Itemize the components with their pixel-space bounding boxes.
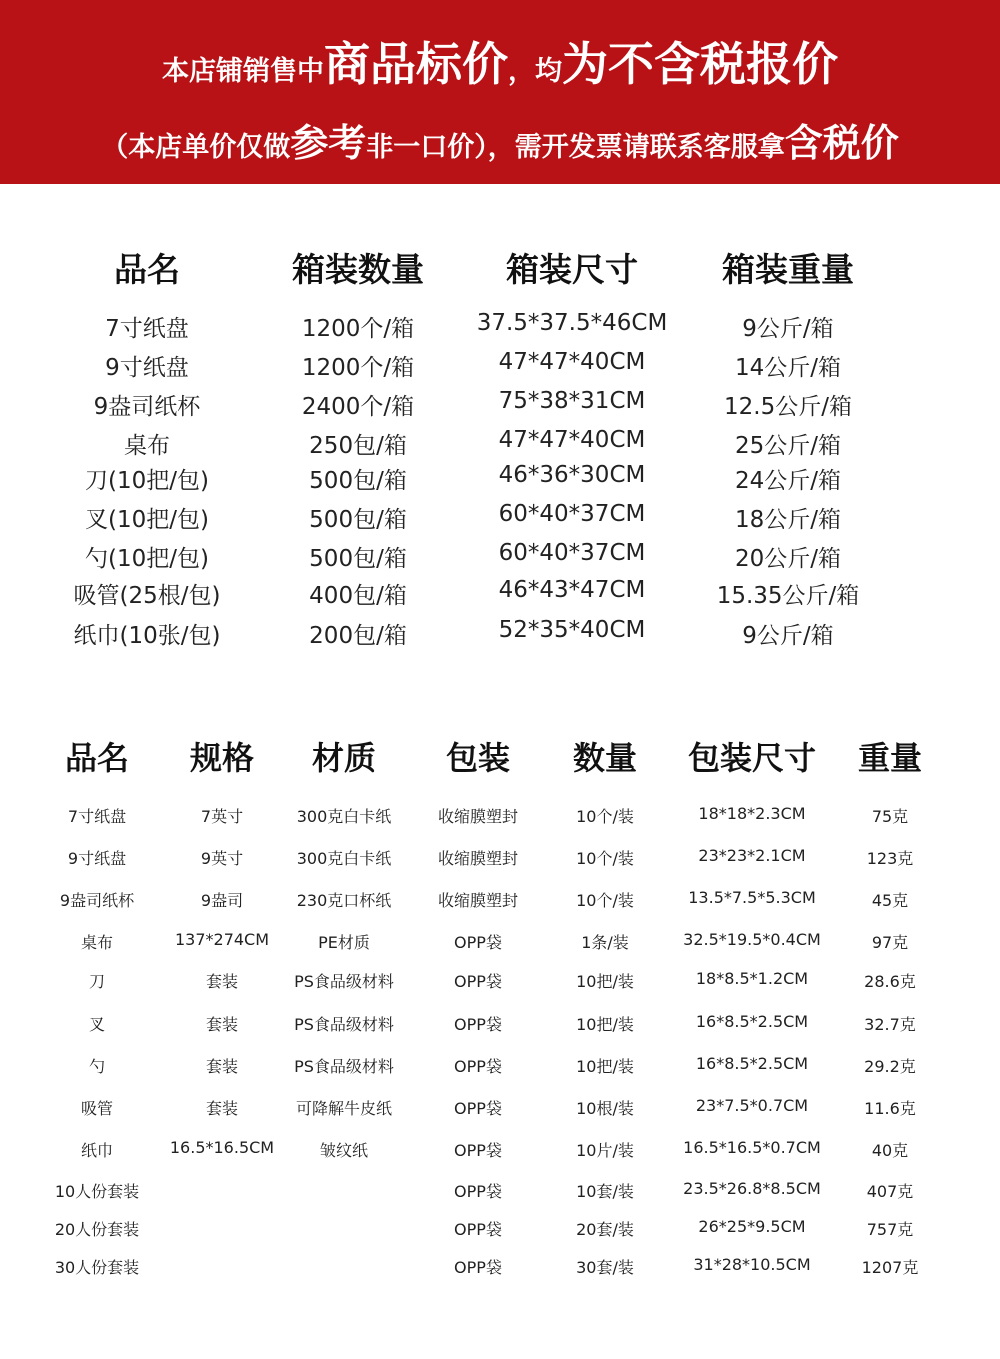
header-carton-size: 箱装尺寸	[506, 250, 638, 289]
cell-product-name: 9寸纸盘	[67, 849, 127, 868]
cell-package-size: 16*8.5*2.5CM	[695, 1012, 809, 1031]
cell-package-size: 31*28*10.5CM	[693, 1255, 811, 1274]
cell-spec: 9英寸	[200, 849, 244, 868]
header-weight: 重量	[857, 739, 922, 777]
cell-carton-size: 47*47*40CM	[498, 349, 646, 375]
cell-carton-weight: 20公斤/箱	[734, 546, 841, 572]
cell-package: OPP袋	[454, 1220, 502, 1239]
cell-package-size: 13.5*7.5*5.3CM	[688, 888, 816, 907]
cell-spec: 9盎司	[200, 891, 244, 910]
banner-line1-part4: 为不含税报价	[562, 37, 838, 91]
cell-quantity: 10套/装	[576, 1182, 634, 1201]
banner-line2-part2: 参考	[290, 121, 367, 165]
cell-spec: 137*274CM	[174, 930, 270, 949]
cell-product-name: 叉	[88, 1015, 105, 1034]
cell-spec: 16.5*16.5CM	[169, 1138, 275, 1157]
price-notice-banner	[0, 0, 1000, 184]
cell-carton-weight: 25公斤/箱	[734, 433, 841, 459]
cell-material: 皱纹纸	[319, 1141, 368, 1160]
cell-product-name: 9寸纸盘	[105, 355, 189, 381]
cell-material: PS食品级材料	[294, 1057, 394, 1076]
banner-line2-part1: （本店单价仅做	[101, 132, 291, 163]
cell-quantity: 10个/装	[576, 807, 634, 826]
cell-weight: 123克	[866, 849, 914, 868]
header-carton-quantity: 箱装数量	[292, 250, 424, 289]
cell-product-name: 纸巾	[80, 1141, 113, 1160]
banner-line-1	[0, 28, 1000, 94]
cell-product-name: 20人份套装	[54, 1220, 140, 1239]
banner-line1-part2: 商品标价	[324, 37, 508, 91]
header-carton-weight: 箱装重量	[722, 250, 854, 289]
cell-quantity: 10把/装	[576, 972, 634, 991]
cell-material: 300克白卡纸	[296, 849, 392, 868]
cell-quantity: 10片/装	[576, 1141, 634, 1160]
cell-carton-weight: 18公斤/箱	[734, 507, 841, 533]
cell-product-name: 吸管	[80, 1099, 113, 1118]
cell-carton-size: 52*35*40CM	[498, 617, 646, 643]
cell-carton-size: 75*38*31CM	[498, 388, 646, 414]
cell-carton-size: 60*40*37CM	[498, 540, 646, 566]
cell-carton-weight: 14公斤/箱	[734, 355, 841, 381]
cell-quantity: 10把/装	[576, 1015, 634, 1034]
cell-quantity: 10个/装	[576, 849, 634, 868]
cell-package: 收缩膜塑封	[437, 849, 518, 868]
cell-package: OPP袋	[454, 1057, 502, 1076]
cell-carton-quantity: 500包/箱	[309, 468, 407, 494]
cell-quantity: 30套/装	[576, 1258, 634, 1277]
cell-weight: 28.6克	[864, 972, 916, 991]
banner-line2-part4: 含税价	[784, 121, 899, 165]
cell-product-name: 纸巾(10张/包)	[73, 623, 221, 649]
cell-carton-quantity: 1200个/箱	[301, 316, 415, 342]
cell-quantity: 10个/装	[576, 891, 634, 910]
cell-package-size: 23*23*2.1CM	[698, 846, 806, 865]
cell-package: 收缩膜塑封	[437, 891, 518, 910]
cell-spec: 套装	[205, 1015, 238, 1034]
header-package: 包装	[445, 739, 510, 777]
cell-product-name: 7寸纸盘	[67, 807, 127, 826]
cell-weight: 97克	[871, 933, 909, 952]
cell-carton-size: 60*40*37CM	[498, 501, 646, 527]
cell-carton-weight: 12.5公斤/箱	[724, 394, 852, 420]
cell-weight: 1207克	[861, 1258, 919, 1277]
cell-weight: 11.6克	[864, 1099, 916, 1118]
cell-package-size: 23.5*26.8*8.5CM	[683, 1179, 821, 1198]
cell-carton-weight: 9公斤/箱	[742, 623, 834, 649]
cell-package: OPP袋	[454, 1182, 502, 1201]
cell-material: 230克口杯纸	[296, 891, 392, 910]
cell-quantity: 10根/装	[576, 1099, 634, 1118]
cell-product-name: 勺	[88, 1057, 105, 1076]
cell-spec: 套装	[205, 1057, 238, 1076]
cell-material: PE材质	[318, 933, 370, 952]
cell-weight: 40克	[871, 1141, 909, 1160]
cell-package: OPP袋	[454, 933, 502, 952]
cell-weight: 29.2克	[864, 1057, 916, 1076]
cell-product-name: 吸管(25根/包)	[73, 583, 221, 609]
cell-weight: 45克	[871, 891, 909, 910]
cell-product-name: 刀(10把/包)	[85, 468, 209, 494]
cell-material: PS食品级材料	[294, 972, 394, 991]
cell-package: OPP袋	[454, 1258, 502, 1277]
cell-package-size: 32.5*19.5*0.4CM	[683, 930, 821, 949]
cell-carton-size: 46*43*47CM	[498, 577, 646, 603]
cell-product-name: 30人份套装	[54, 1258, 140, 1277]
cell-carton-quantity: 1200个/箱	[301, 355, 415, 381]
banner-line2-part3: 非一口价），需开发票请联系客服拿	[366, 132, 785, 163]
cell-weight: 32.7克	[864, 1015, 916, 1034]
cell-package-size: 18*8.5*1.2CM	[695, 969, 809, 988]
cell-carton-size: 37.5*37.5*46CM	[476, 310, 668, 336]
cell-product-name: 10人份套装	[54, 1182, 140, 1201]
cell-quantity: 10把/装	[576, 1057, 634, 1076]
cell-carton-quantity: 500包/箱	[309, 546, 407, 572]
header-spec: 规格	[189, 739, 254, 777]
cell-carton-weight: 15.35公斤/箱	[716, 583, 860, 609]
cell-material: 可降解牛皮纸	[295, 1099, 392, 1118]
header-product-name: 品名	[114, 250, 180, 289]
cell-carton-size: 46*36*30CM	[498, 462, 646, 488]
cell-carton-weight: 9公斤/箱	[742, 316, 834, 342]
cell-carton-quantity: 200包/箱	[309, 623, 407, 649]
cell-package: OPP袋	[454, 972, 502, 991]
cell-package: OPP袋	[454, 1015, 502, 1034]
banner-line-2	[0, 112, 1000, 167]
cell-product-name: 7寸纸盘	[105, 316, 189, 342]
cell-package-size: 16.5*16.5*0.7CM	[683, 1138, 821, 1157]
cell-product-name: 9盎司纸杯	[59, 891, 135, 910]
cell-weight: 757克	[866, 1220, 914, 1239]
cell-quantity: 20套/装	[576, 1220, 634, 1239]
cell-material: PS食品级材料	[294, 1015, 394, 1034]
cell-spec: 套装	[205, 1099, 238, 1118]
cell-carton-quantity: 400包/箱	[309, 583, 407, 609]
cell-package-size: 23*7.5*0.7CM	[695, 1096, 809, 1115]
cell-package: OPP袋	[454, 1099, 502, 1118]
cell-product-name: 桌布	[80, 933, 113, 952]
cell-product-name: 9盎司纸杯	[93, 394, 201, 420]
cell-package-size: 18*18*2.3CM	[698, 804, 806, 823]
header-quantity: 数量	[572, 739, 637, 777]
cell-quantity: 1条/装	[581, 933, 629, 952]
cell-product-name: 勺(10把/包)	[85, 546, 209, 572]
cell-spec: 7英寸	[200, 807, 244, 826]
header-product-name: 品名	[64, 739, 129, 777]
cell-package: OPP袋	[454, 1141, 502, 1160]
cell-package: 收缩膜塑封	[437, 807, 518, 826]
cell-weight: 75克	[871, 807, 909, 826]
cell-carton-quantity: 250包/箱	[309, 433, 407, 459]
cell-spec: 套装	[205, 972, 238, 991]
banner-line1-part1: 本店铺销售中	[162, 56, 324, 87]
cell-material: 300克白卡纸	[296, 807, 392, 826]
header-material: 材质	[311, 739, 376, 777]
cell-product-name: 叉(10把/包)	[85, 507, 209, 533]
cell-carton-size: 47*47*40CM	[498, 427, 646, 453]
cell-product-name: 桌布	[124, 433, 170, 459]
cell-package-size: 26*25*9.5CM	[698, 1217, 806, 1236]
cell-package-size: 16*8.5*2.5CM	[695, 1054, 809, 1073]
header-package-size: 包装尺寸	[687, 739, 816, 777]
cell-carton-quantity: 500包/箱	[309, 507, 407, 533]
cell-weight: 407克	[866, 1182, 914, 1201]
cell-carton-quantity: 2400个/箱	[301, 394, 415, 420]
cell-product-name: 刀	[88, 972, 105, 991]
banner-line1-part3: ，均	[508, 56, 562, 87]
cell-carton-weight: 24公斤/箱	[734, 468, 841, 494]
